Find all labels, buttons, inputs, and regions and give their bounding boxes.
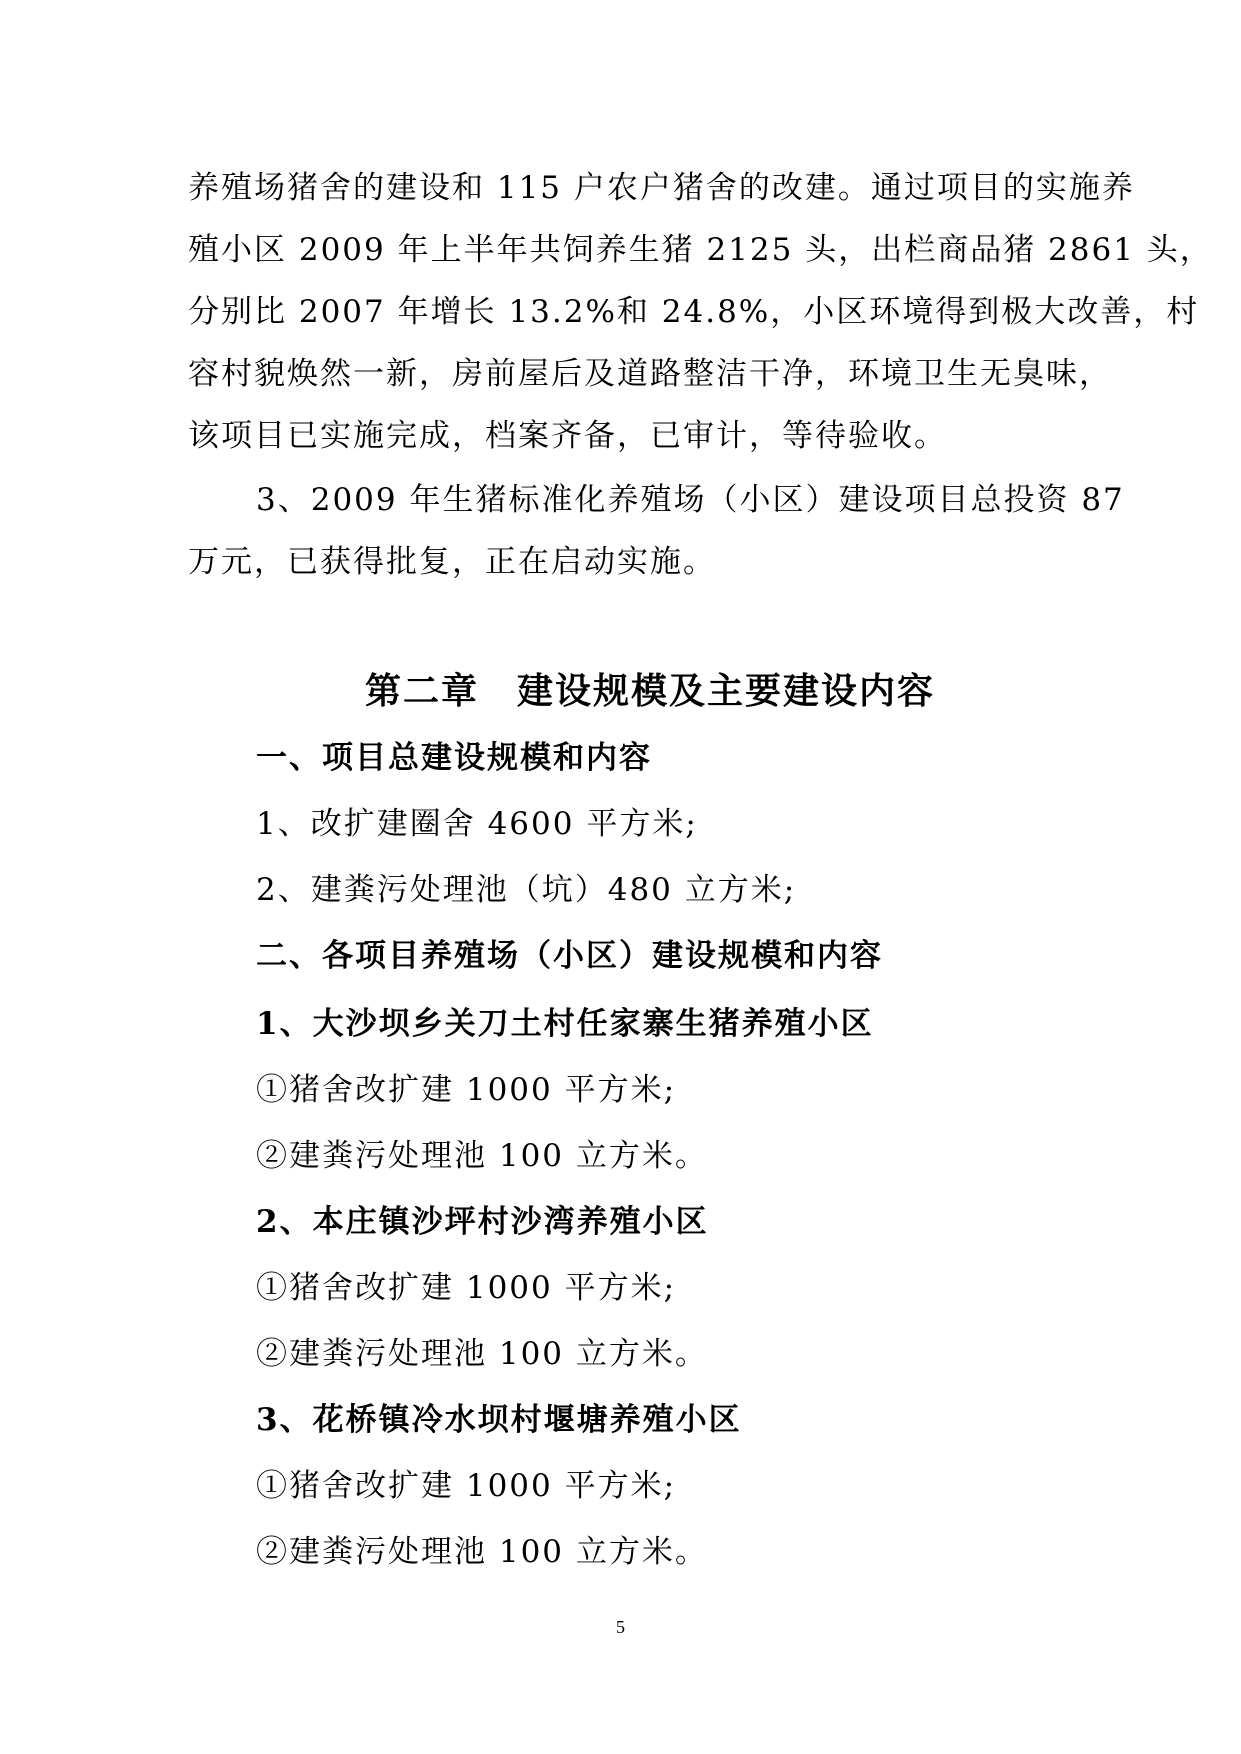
page-number: 5 [616, 1617, 625, 1637]
section-heading: 一、项目总建设规模和内容 [256, 740, 652, 776]
list-item: ②建粪污处理池 100 立方米。 [256, 1336, 708, 1372]
paragraph-line: 万元，已获得批复，正在启动实施。 [188, 544, 716, 580]
paragraph-line: 容村貌焕然一新，房前屋后及道路整洁干净，环境卫生无臭味， [188, 356, 1112, 392]
section-heading: 二、各项目养殖场（小区）建设规模和内容 [256, 938, 883, 974]
subsection-heading: 1、大沙坝乡关刀土村任家寨生猪养殖小区 [256, 1006, 874, 1042]
paragraph-line: 殖小区 2009 年上半年共饲养生猪 2125 头，出栏商品猪 2861 头， [188, 232, 1213, 268]
paragraph-line: 该项目已实施完成，档案齐备，已审计，等待验收。 [188, 418, 947, 454]
list-item: ①猪舍改扩建 1000 平方米; [256, 1468, 677, 1504]
list-item: 2、建粪污处理池（坑）480 立方米; [256, 872, 797, 908]
subsection-heading: 3、花桥镇冷水坝村堰塘养殖小区 [256, 1402, 742, 1438]
chapter-title: 第二章 建设规模及主要建设内容 [365, 670, 936, 712]
paragraph-line: 分别比 2007 年增长 13.2%和 24.8%，小区环境得到极大改善，村 [188, 294, 1200, 330]
list-item: ①猪舍改扩建 1000 平方米; [256, 1270, 677, 1306]
paragraph-line: 养殖场猪舍的建设和 115 户农户猪舍的改建。通过项目的实施养 [188, 170, 1135, 206]
list-item: ②建粪污处理池 100 立方米。 [256, 1534, 708, 1570]
subsection-heading: 2、本庄镇沙坪村沙湾养殖小区 [256, 1204, 709, 1240]
paragraph-line: 3、2009 年生猪标准化养殖场（小区）建设项目总投资 87 [256, 482, 1125, 518]
list-item: ①猪舍改扩建 1000 平方米; [256, 1072, 677, 1108]
list-item: 1、改扩建圈舍 4600 平方米; [256, 806, 698, 842]
list-item: ②建粪污处理池 100 立方米。 [256, 1138, 708, 1174]
